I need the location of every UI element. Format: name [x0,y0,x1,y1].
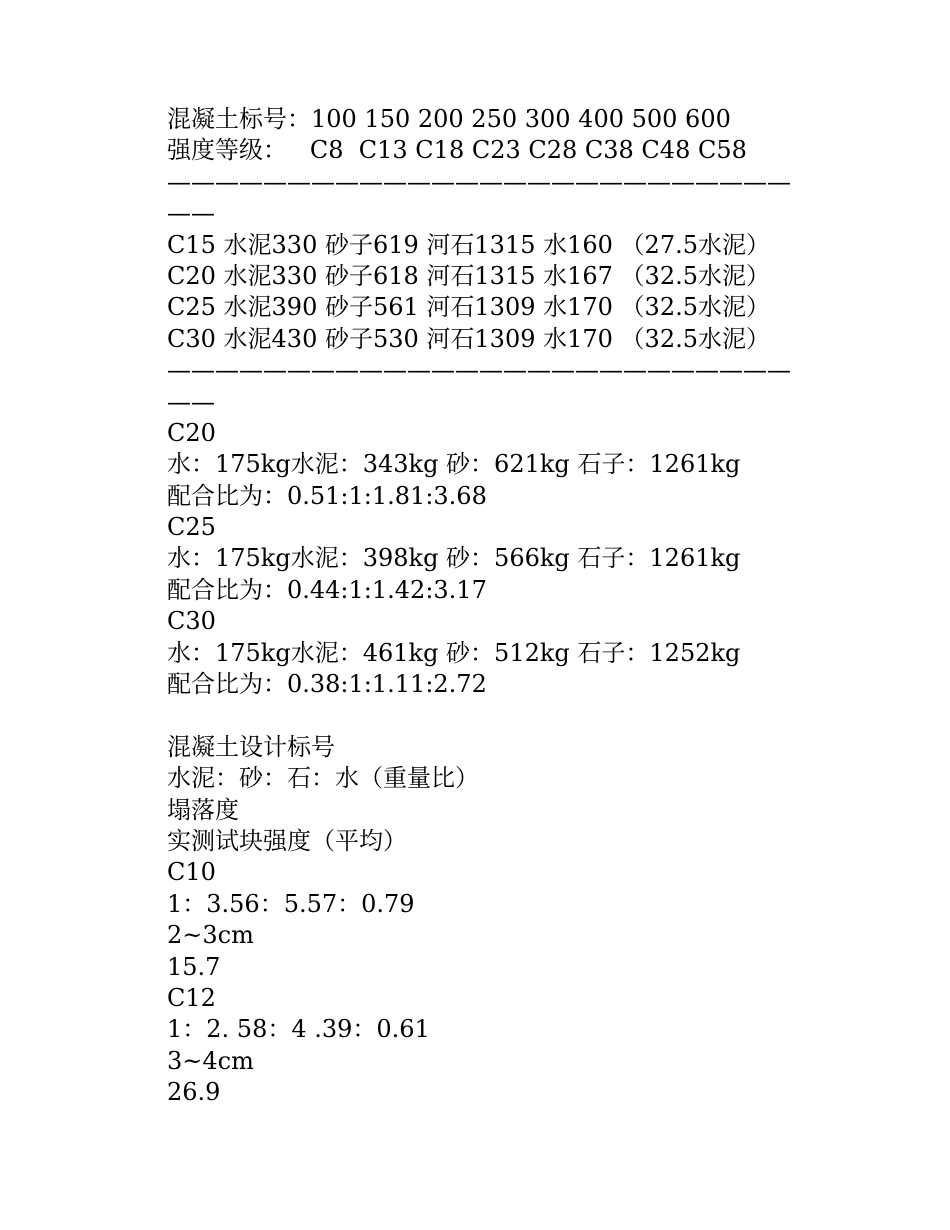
design-ratio-c12: 1：2. 58：4 .39：0.61 [167,1015,430,1044]
design-col-ratio: 水泥：砂：石：水（重量比） [167,764,479,793]
separator-line-1b: —— [167,199,215,228]
design-slump-c12: 3~4cm [167,1046,254,1075]
separator-line-2a: —————————————————————————— [167,356,791,385]
mix-row-c20: C20 水泥330 砂子618 河石1315 水167 （32.5水泥） [167,261,770,290]
mix-row-c15: C15 水泥330 砂子619 河石1315 水160 （27.5水泥） [167,230,770,259]
ratio-value-c25: 配合比为：0.44:1:1.42:3.17 [167,575,487,604]
ratio-grade-c20: C20 [167,418,216,447]
design-ratio-c10: 1：3.56：5.57：0.79 [167,889,415,918]
mix-row-c25: C25 水泥390 砂子561 河石1309 水170 （32.5水泥） [167,293,770,322]
mix-row-c30: C30 水泥430 砂子530 河石1309 水170 （32.5水泥） [167,324,770,353]
ratio-amounts-c20: 水：175kg水泥：343kg 砂：621kg 石子：1261kg [167,450,741,479]
design-heading: 混凝土设计标号 [167,732,335,761]
blank-line [167,700,857,731]
ratio-value-c20: 配合比为：0.51:1:1.81:3.68 [167,481,487,510]
strength-grade-row: 强度等级： C8 C13 C18 C23 C28 C38 C48 C58 [167,136,747,165]
design-col-strength: 实测试块强度（平均） [167,826,407,855]
ratio-value-c30: 配合比为：0.38:1:1.11:2.72 [167,670,487,699]
separator-line-1a: —————————————————————————— [167,167,791,196]
design-slump-c10: 2~3cm [167,921,254,950]
design-grade-c10: C10 [167,858,216,887]
grade-number-row: 混凝土标号：100 150 200 250 300 400 500 600 [167,105,731,133]
separator-line-2b: —— [167,387,215,416]
document-body [167,104,857,1109]
design-strength-c10: 15.7 [167,952,221,981]
design-strength-c12: 26.9 [167,1078,221,1107]
design-col-slump: 塌落度 [167,795,239,824]
ratio-grade-c30: C30 [167,607,216,636]
design-grade-c12: C12 [167,983,216,1012]
ratio-grade-c25: C25 [167,513,216,542]
ratio-amounts-c25: 水：175kg水泥：398kg 砂：566kg 石子：1261kg [167,544,741,573]
ratio-amounts-c30: 水：175kg水泥：461kg 砂：512kg 石子：1252kg [167,638,741,667]
